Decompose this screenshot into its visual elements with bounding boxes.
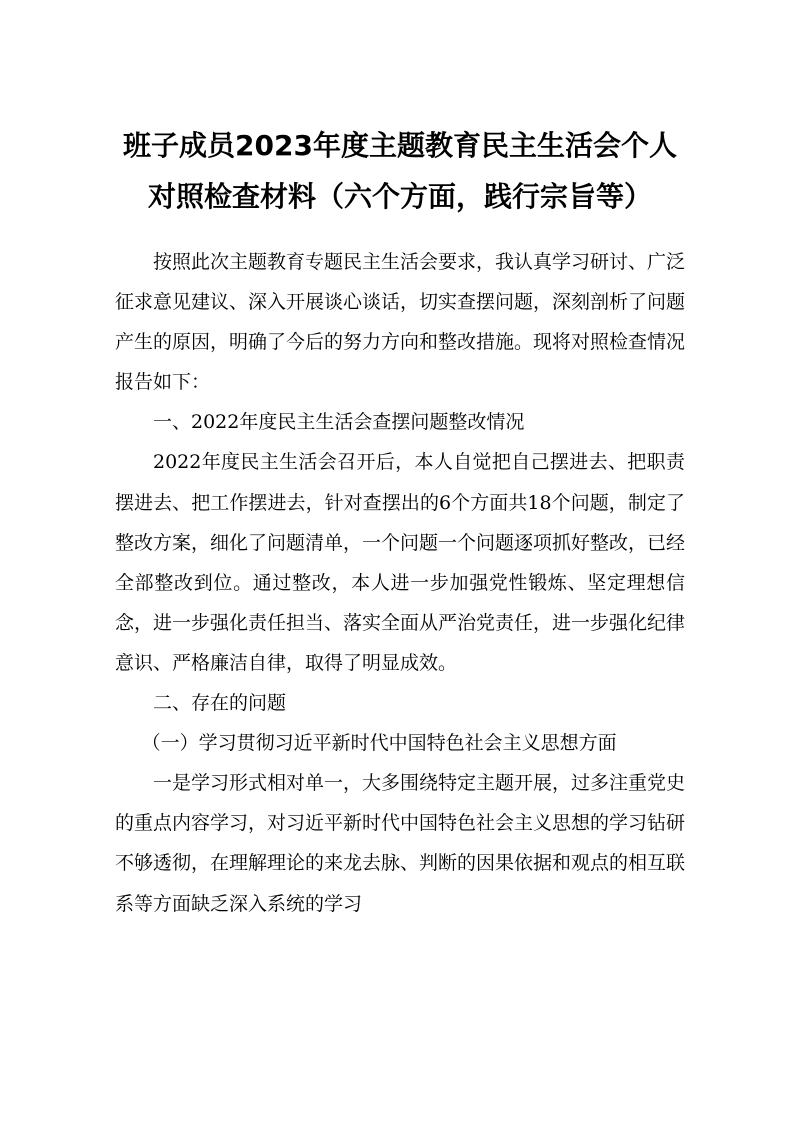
document-body: [115, 242, 685, 924]
intro-paragraph: 按照此次主题教育专题民主生活会要求，我认真学习研讨、广泛征求意见建议、深入开展谈心谈话，切实查摆问题，深刻剖析了问题产生的原因，明确了今后的努力方向和整改措施。现将对照检查情况报告如下：: [115, 251, 686, 394]
section-heading-1: 一、2022年度民主生活会查摆问题整改情况: [153, 411, 525, 434]
section-1-paragraph: 2022年度民主生活会召开后，本人自觉把自己摆进去、把职责摆进去、把工作摆进去，针对查摆出的6个方面共18个问题，制定了整改方案，细化了问题清单，一个问题一个问题逐项抓好整改，已经全部整改到位。通过整改，本人进一步加强党性锻炼、坚定理想信念，进一步强化责任担当、落实全面从严治党责任，进一步强化纪律意识、严格廉洁自律，取得了明显成效。: [115, 451, 686, 674]
document-title: 班子成员2023年度主题教育民主生活会个人对照检查材料（六个方面，践行宗旨等）: [123, 129, 677, 213]
subsection-1-paragraph: 一是学习形式相对单一，大多围绕特定主题开展，过多注重党史的重点内容学习，对习近平新时代中国特色社会主义思想的学习钻研不够透彻，在理解理论的来龙去脉、判断的因果依据和观点的相互联系等方面缺乏深入系统的学习: [115, 772, 686, 915]
subsection-heading-1: （一）学习贯彻习近平新时代中国特色社会主义思想方面: [141, 732, 617, 755]
section-heading-2: 二、存在的问题: [153, 692, 287, 715]
